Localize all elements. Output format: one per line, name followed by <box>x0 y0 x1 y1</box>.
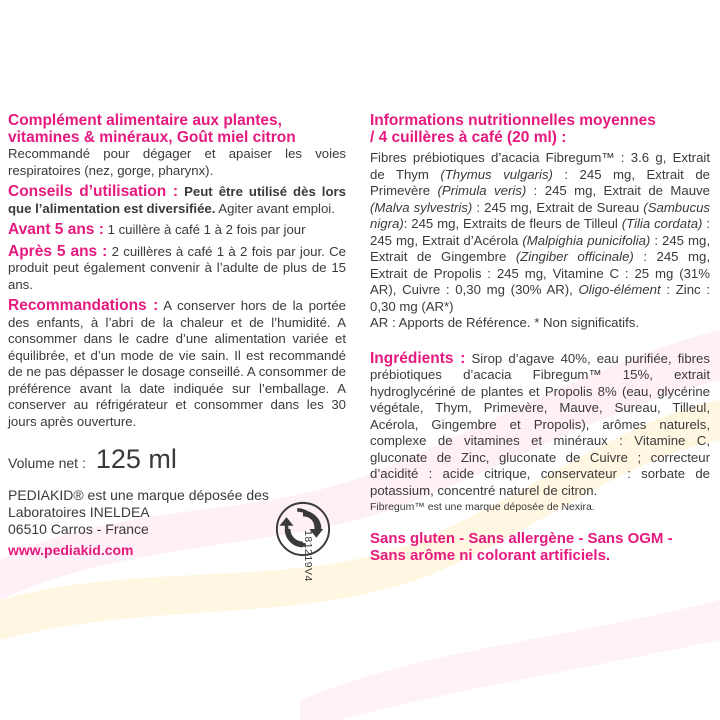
nutrition-segment: : 245 mg, Extrait d’Acérola <box>370 216 711 248</box>
nutrition-heading: Informations nutritionnelles moyennes / 4 cuillères à café (20 ml) : <box>370 112 656 146</box>
nutrition-segment: : 245 mg, Extraits de fleurs de Tilleul <box>403 216 622 231</box>
nutrition-segment: : 245 mg, Extrait de Gingembre <box>370 232 711 264</box>
nutrition-segment: : 245 mg, Extrait de Propolis : 245 mg, Vitamine C : 25 mg (31% AR), Cuivre : 0,30 mg (30% AR), <box>370 249 710 297</box>
after-5-heading: Après 5 ans : <box>8 242 108 260</box>
before-5-text: 1 cuillère à café 1 à 2 fois par jour <box>107 222 306 237</box>
ingredients-heading: Ingrédients : <box>370 349 466 367</box>
before-5-section <box>8 221 346 239</box>
nutrition-text <box>370 150 710 315</box>
nutrition-segment: : 245 mg, Extrait de Primevère <box>370 166 710 198</box>
reference-note: AR : Apports de Référence. * Non significatifs. <box>370 315 640 330</box>
brand-info: PEDIAKID® est une marque déposée des Laboratoires INELDEA 06510 Carros - France <box>8 487 269 537</box>
usage-bold-text: Peut être utilisé dès lors que l’alimentation est diversifiée. <box>8 184 346 216</box>
volume-row <box>8 444 346 475</box>
volume-label: Volume net : <box>8 455 86 471</box>
right-column <box>370 112 710 564</box>
lot-code: 181219V4 <box>302 530 314 582</box>
volume-value: 125 ml <box>95 444 177 474</box>
nutrition-segment: : Zinc : 0,30 mg (AR*) <box>370 282 710 314</box>
ingredients-section <box>370 350 710 500</box>
nutrition-segment: (Thymus vulgaris) <box>440 166 553 182</box>
nutrition-segment: Oligo-élément <box>578 282 661 297</box>
nutrition-segment: : 245 mg, Extrait de Mauve <box>526 183 710 198</box>
usage-text: Agiter avant emploi. <box>218 200 335 216</box>
after-5-text: 2 cuillères à café 1 à 2 fois par jour. Ce produit peut également convenir à l’adulte de plus de 15 ans. <box>8 243 346 292</box>
nutrition-segment: (Malpighia punicifolia) <box>522 232 651 248</box>
nutrition-segment: (Malva sylvestris) <box>370 199 473 215</box>
recommendations-text: A conserver hors de la portée des enfants, à l’abri de la chaleur et de l’humidité. A consommer dans le cadre d’une alimentation variée et équilibrée, et d’un mode de vie sain. Il est recommandé de ne pas dépasser le dosage conseillé. A consommer de préférence avant la date indiquée sur l’emballage. A conserver au réfrigérateur et consommer dans les 30 jours après ouverture. <box>8 298 346 429</box>
ingredients-text: Sirop d’agave 40%, eau purifiée, fibres prébiotiques d’acacia Fibregum™ 15%, extrait hydroglycériné de plantes et Propolis 8% (eau, glycérine végétale, Thym, Primevère, Mauve, Sureau, Tilleul, Acérola, Gingembre et Propolis), arômes naturels, complexe de vitamines et minéraux : Vitamine C, gluconate de Zinc, gluconate de Cuivre ; correcteur d’acidité : acide citrique, conservateur : sorbate de potassium, concentré naturel de citron. <box>370 350 710 498</box>
before-5-heading: Avant 5 ans : <box>8 221 104 238</box>
claims: Sans gluten - Sans allergène - Sans OGM - Sans arôme ni colorant artificiels. <box>370 530 673 564</box>
product-title: Complément alimentaire aux plantes, vitamines & minéraux, Goût miel citron <box>8 112 296 146</box>
usage-heading: Conseils d’utilisation : <box>8 183 179 200</box>
after-5-section <box>8 243 346 294</box>
recommendations-heading: Recommandations : <box>8 297 159 314</box>
fibregum-note: Fibregum™ est une marque déposée de Nexira. <box>370 501 595 513</box>
nutrition-segment: Fibres prébiotiques d’acacia Fibregum™ : 3.6 g, Extrait de Thym <box>370 150 710 182</box>
nutrition-segment: : 245 mg, Extrait de Sureau <box>472 199 644 215</box>
nutrition-segment: (Sambucus nigra) <box>370 199 710 231</box>
recommended-text: Recommandé pour dégager et apaiser les voies respiratoires (nez, gorge, pharynx). <box>8 146 346 178</box>
left-column <box>8 112 346 559</box>
usage-section <box>8 183 346 217</box>
recommendations-section <box>8 297 346 430</box>
nutrition-segment: (Tilia cordata) <box>621 216 703 231</box>
nutrition-segment: (Primula veris) <box>437 183 527 198</box>
website-url: www.pediakid.com <box>8 542 134 558</box>
nutrition-segment: (Zingiber officinale) <box>515 249 634 264</box>
